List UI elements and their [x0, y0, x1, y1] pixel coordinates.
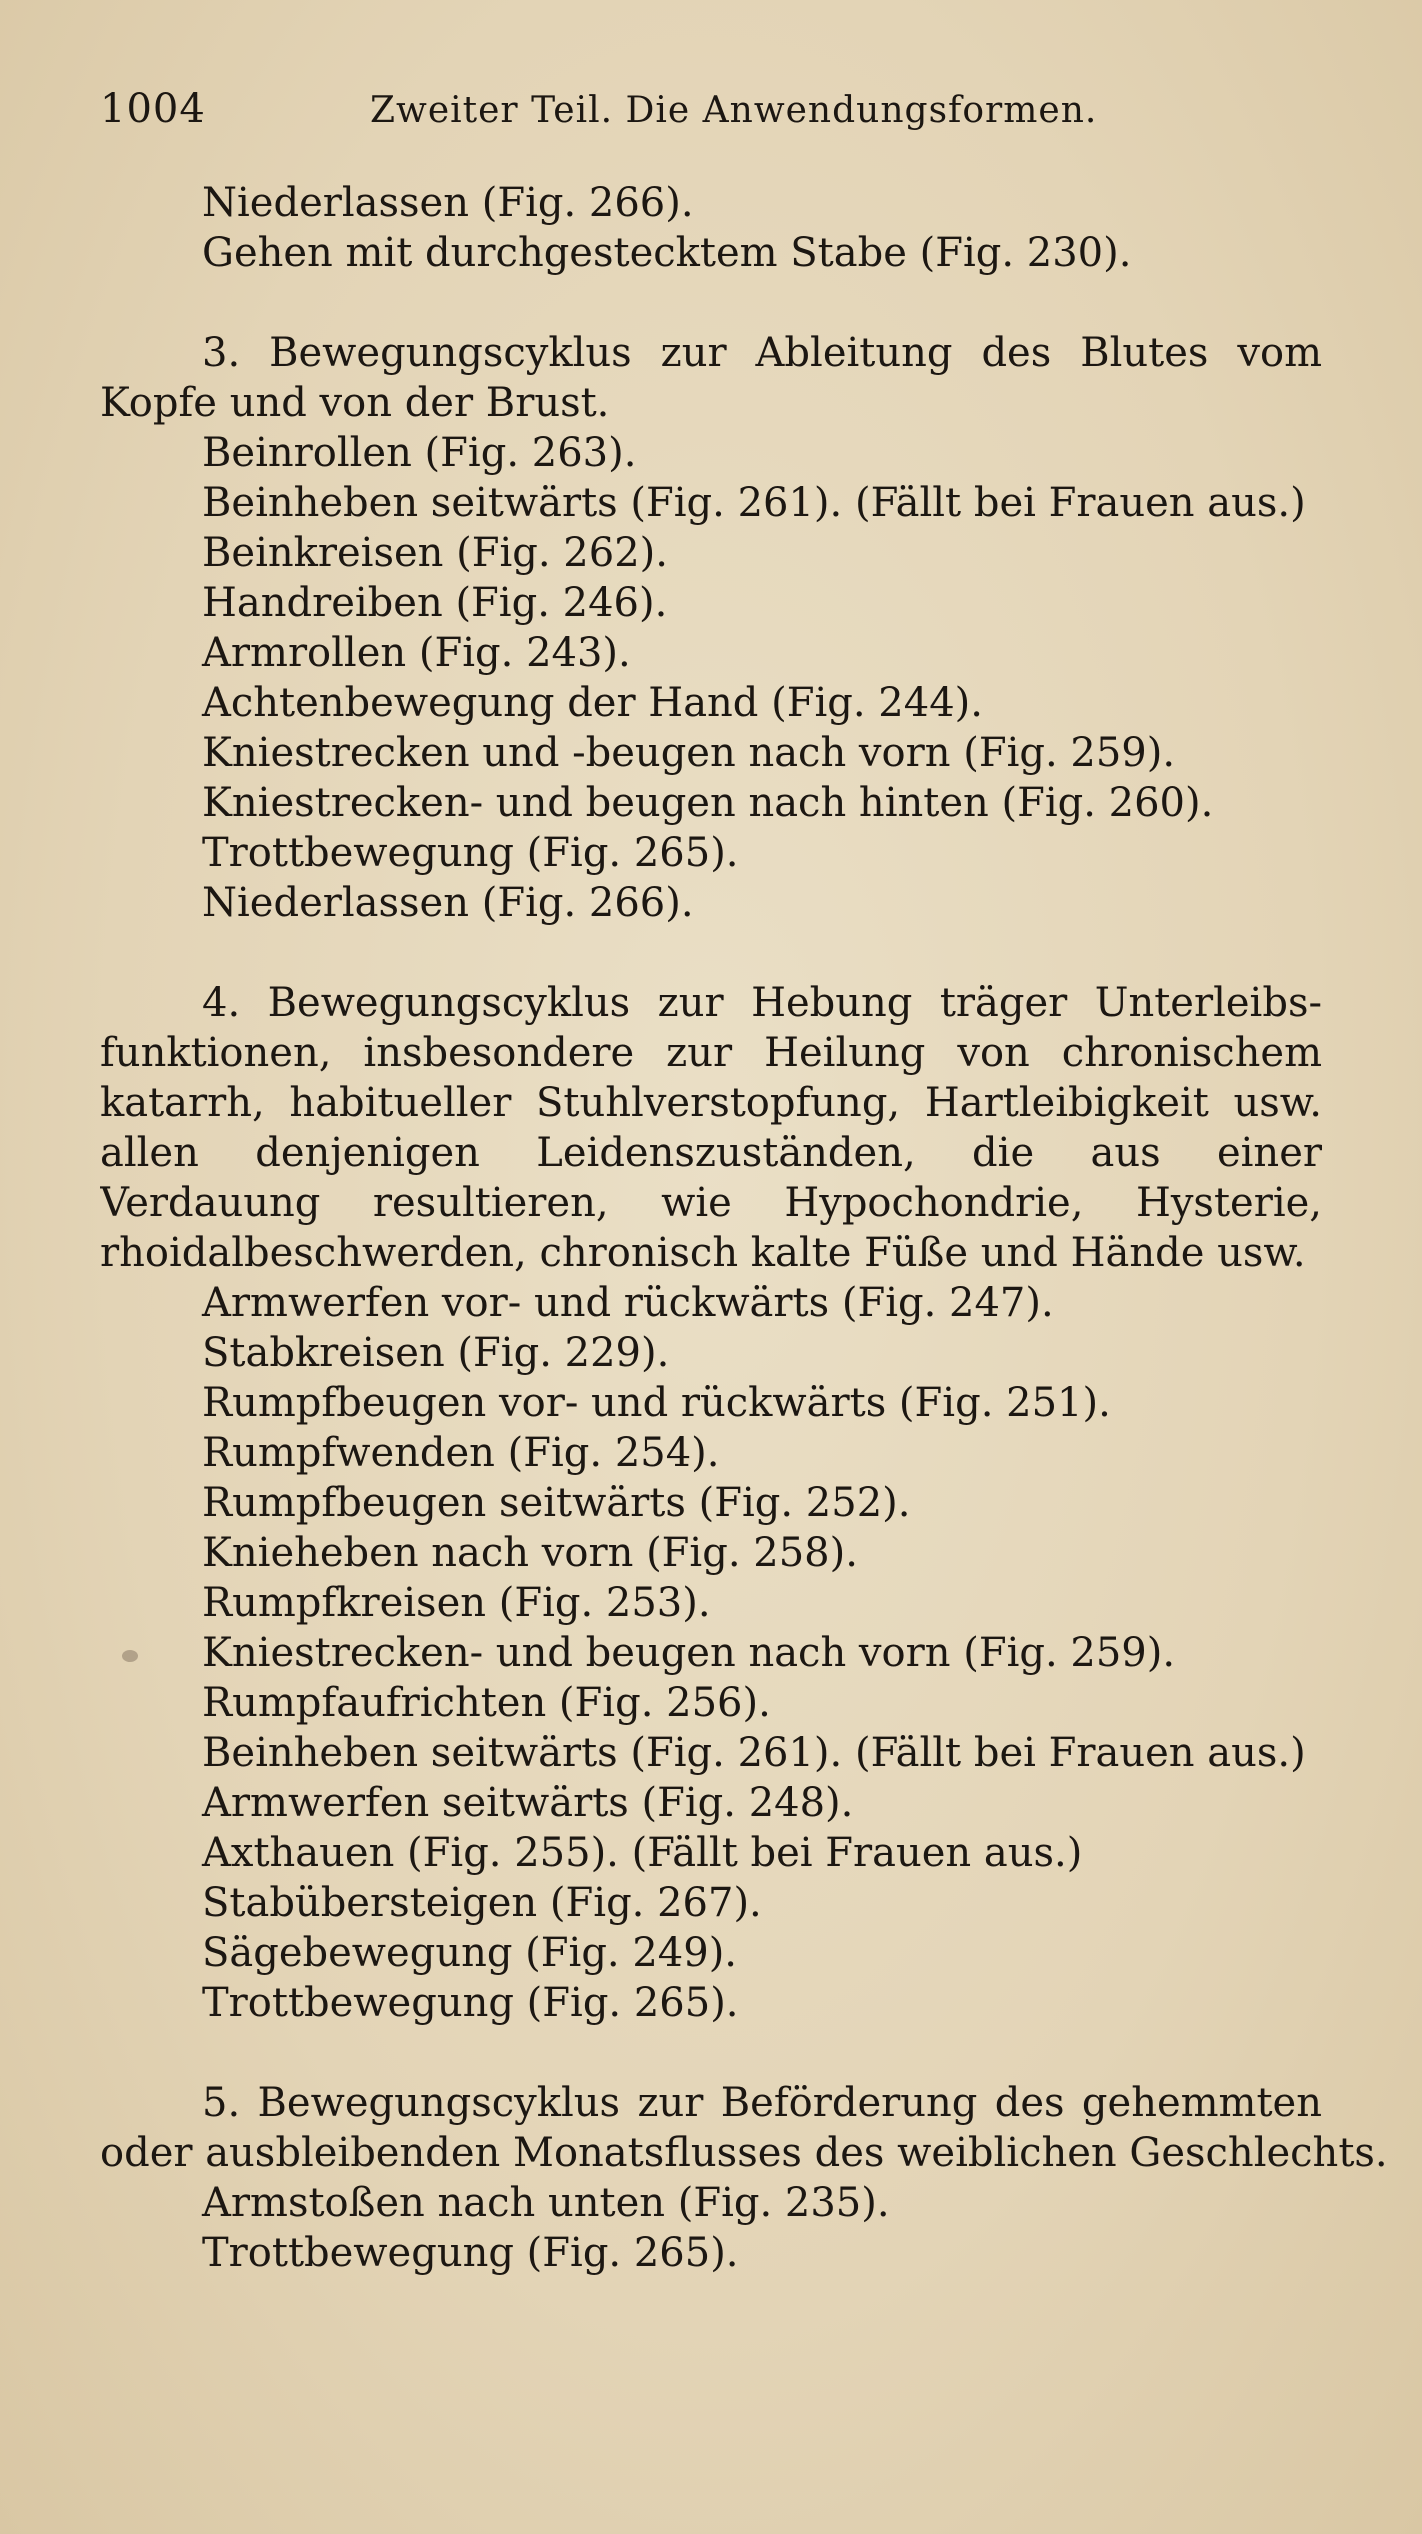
list-item: Axthauen (Fig. 255). (Fällt bei Frauen aus.) [202, 1830, 1083, 1876]
list-item: Armrollen (Fig. 243). [202, 630, 631, 676]
list-item: Armstoßen nach unten (Fig. 235). [202, 2180, 890, 2226]
list-item: Knieheben nach vorn (Fig. 258). [202, 1530, 858, 1576]
section-heading-line: 5. Bewegungscyklus zur Beförderung des gehemmten [202, 2080, 1322, 2126]
section-heading-line: funktionen, insbesondere zur Heilung von chronischem [100, 1030, 1322, 1076]
list-item: Trottbewegung (Fig. 265). [202, 2230, 739, 2276]
list-item: Rumpfkreisen (Fig. 253). [202, 1580, 711, 1626]
page-number: 1004 [100, 86, 206, 132]
list-item: Trottbewegung (Fig. 265). [202, 830, 739, 876]
list-item: Achtenbewegung der Hand (Fig. 244). [202, 680, 983, 726]
list-item: Rumpfbeugen vor- und rückwärts (Fig. 251). [202, 1380, 1111, 1426]
list-item: Armwerfen vor- und rückwärts (Fig. 247). [202, 1280, 1054, 1326]
list-item: Stabübersteigen (Fig. 267). [202, 1880, 762, 1926]
list-item: Rumpfaufrichten (Fig. 256). [202, 1680, 771, 1726]
list-item: Armwerfen seitwärts (Fig. 248). [202, 1780, 854, 1826]
list-item: Beinkreisen (Fig. 262). [202, 530, 668, 576]
list-item: Kniestrecken- und beugen nach vorn (Fig. 259). [202, 1630, 1176, 1676]
section-heading-line: oder ausbleibenden Monatsflusses des weiblichen Geschlechts. [100, 2130, 1388, 2176]
section-5 [100, 2078, 1388, 2278]
list-item: Beinrollen (Fig. 263). [202, 430, 637, 476]
section-heading-line: Verdauung resultieren, wie Hypochondrie, Hysterie, [100, 1180, 1322, 1226]
running-head: Zweiter Teil. Die Anwendungsformen. [370, 90, 1098, 131]
list-item: Kniestrecken- und beugen nach hinten (Fig. 260). [202, 780, 1214, 826]
page-body [100, 178, 1388, 2278]
section-heading-line: katarrh, habitueller Stuhlverstopfung, Hartleibigkeit usw. [100, 1080, 1322, 1126]
list-item: Handreiben (Fig. 246). [202, 580, 668, 626]
list-continuation [100, 178, 1322, 278]
section-heading-line: Kopfe und von der Brust. [100, 380, 610, 426]
section-heading-line: 4. Bewegungscyklus zur Hebung träger Unterleibs- [202, 980, 1322, 1026]
section-4 [100, 978, 1322, 2028]
section-heading-line: 3. Bewegungscyklus zur Ableitung des Blutes vom [202, 330, 1322, 376]
section-3 [100, 328, 1322, 928]
list-item: Niederlassen (Fig. 266). [202, 180, 694, 226]
list-item: Kniestrecken und -beugen nach vorn (Fig. 259). [202, 730, 1176, 776]
ink-blot [122, 1650, 138, 1662]
list-item: Stabkreisen (Fig. 229). [202, 1330, 670, 1376]
list-item: Rumpfwenden (Fig. 254). [202, 1430, 720, 1476]
list-item: Trottbewegung (Fig. 265). [202, 1980, 739, 2026]
list-item: Niederlassen (Fig. 266). [202, 880, 694, 926]
list-item: Sägebewegung (Fig. 249). [202, 1930, 738, 1976]
list-item: Beinheben seitwärts (Fig. 261). (Fällt bei Frauen aus.) [202, 1730, 1306, 1776]
section-heading-line: allen denjenigen Leidenszuständen, die aus einer [100, 1130, 1322, 1176]
list-item: Gehen mit durchgestecktem Stabe (Fig. 230). [202, 230, 1132, 276]
page-header [100, 86, 1322, 146]
list-item: Beinheben seitwärts (Fig. 261). (Fällt bei Frauen aus.) [202, 480, 1306, 526]
list-item: Rumpfbeugen seitwärts (Fig. 252). [202, 1480, 911, 1526]
section-heading-line: rhoidalbeschwerden, chronisch kalte Füße und Hände usw. [100, 1230, 1306, 1276]
